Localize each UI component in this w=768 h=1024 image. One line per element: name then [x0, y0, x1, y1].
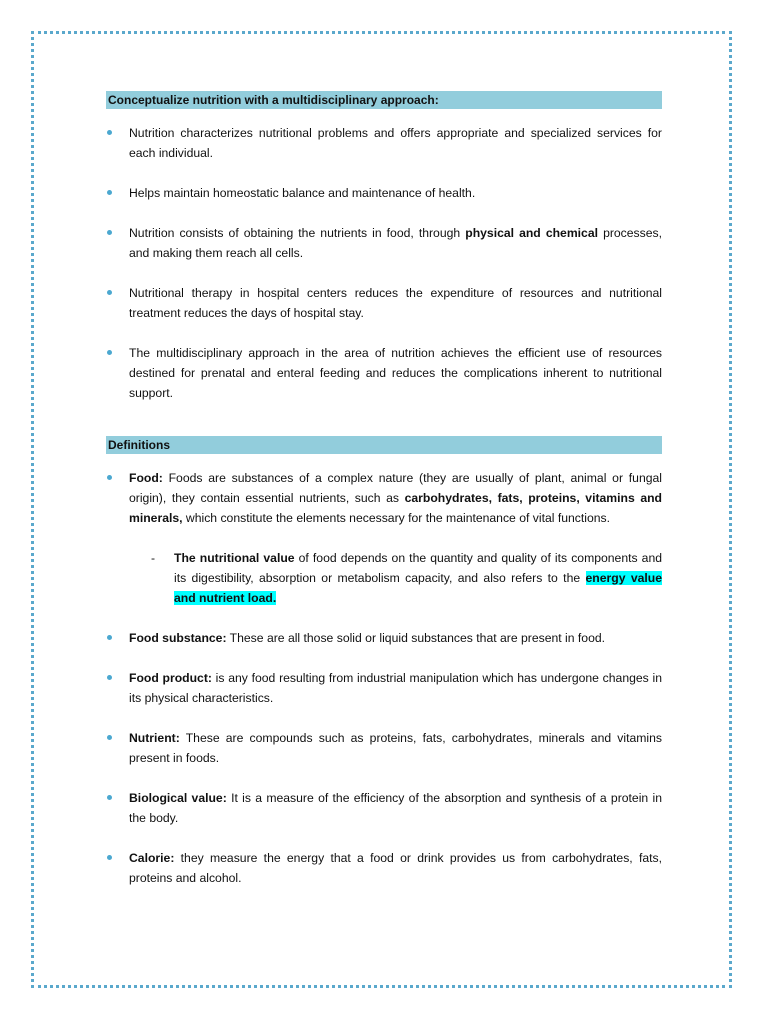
definition-item [106, 728, 662, 768]
list-item-text-post: processes, and making them reach all cells. [129, 226, 662, 260]
bullet-icon [107, 475, 112, 480]
section-heading-definitions: Definitions [106, 436, 662, 454]
bullet-icon [107, 190, 112, 195]
definition-text: is any food resulting from industrial manipulation which has undergone changes in its physical characteristics. [129, 671, 662, 705]
highlighted-text: energy value and nutrient load. [174, 571, 662, 605]
sub-item-nutritional-value [129, 548, 662, 608]
list-item [106, 223, 662, 263]
definition-text: It is a measure of the efficiency of the absorption and synthesis of a protein in the body. [129, 791, 662, 825]
definition-item [106, 628, 662, 648]
definition-text: they measure the energy that a food or drink provides us from carbohydrates, fats, proteins and alcohol. [129, 851, 662, 885]
definition-text: These are all those solid or liquid substances that are present in food. [226, 631, 606, 645]
list-item [106, 343, 662, 403]
sub-item-term: The nutritional value [174, 551, 295, 565]
list-item [106, 123, 662, 163]
definition-item [106, 788, 662, 828]
list-item-bold: physical and chemical [465, 226, 598, 240]
list-item [106, 183, 662, 203]
bullet-icon [107, 230, 112, 235]
bullet-icon [107, 675, 112, 680]
document-body [106, 91, 662, 888]
bullet-icon [107, 130, 112, 135]
definition-term: Biological value: [129, 791, 227, 805]
bullet-icon [107, 735, 112, 740]
definition-term: Food: [129, 471, 163, 485]
multidisciplinary-list [106, 123, 662, 403]
definition-item-food [106, 468, 662, 608]
bullet-icon [107, 855, 112, 860]
bullet-icon [107, 795, 112, 800]
definition-term: Calorie: [129, 851, 175, 865]
definition-text: Foods are substances of a complex nature (they are usually of plant, animal or fungal origin), they contain essential nutrients, such as [129, 471, 662, 505]
list-item-text: Nutrition characterizes nutritional problems and offers appropriate and specialized services for each individual. [129, 126, 662, 160]
list-item-text: Helps maintain homeostatic balance and maintenance of health. [129, 186, 476, 200]
bullet-icon [107, 290, 112, 295]
definition-text: which constitute the elements necessary for the maintenance of vital functions. [182, 511, 610, 525]
definition-item [106, 668, 662, 708]
list-item-text: Nutritional therapy in hospital centers reduces the expenditure of resources and nutritional treatment reduces the days of hospital stay. [129, 286, 662, 320]
dash-marker: - [151, 551, 156, 565]
list-item [106, 283, 662, 323]
list-item-text-pre: Nutrition consists of obtaining the nutrients in food, through [129, 226, 466, 240]
bullet-icon [107, 635, 112, 640]
bullet-icon [107, 350, 112, 355]
sub-item-text: of food depends on the quantity and quality of its components and its digestibility, absorption or metabolism capacity, and also refers to the [174, 551, 663, 585]
definition-bold: carbohydrates, fats, proteins, vitamins and minerals, [129, 491, 663, 525]
definition-text: These are compounds such as proteins, fats, carbohydrates, minerals and vitamins present in foods. [129, 731, 662, 765]
definition-term: Nutrient: [129, 731, 180, 745]
section-heading-multidisciplinary: Conceptualize nutrition with a multidisciplinary approach: [106, 91, 662, 109]
definition-term: Food product: [129, 671, 212, 685]
definitions-list [106, 468, 662, 888]
definition-term: Food substance: [129, 631, 227, 645]
definition-item [106, 848, 662, 888]
list-item-text: The multidisciplinary approach in the area of nutrition achieves the efficient use of resources destined for prenatal and enteral feeding and reduces the complications inherent to nutritional support. [129, 346, 662, 400]
